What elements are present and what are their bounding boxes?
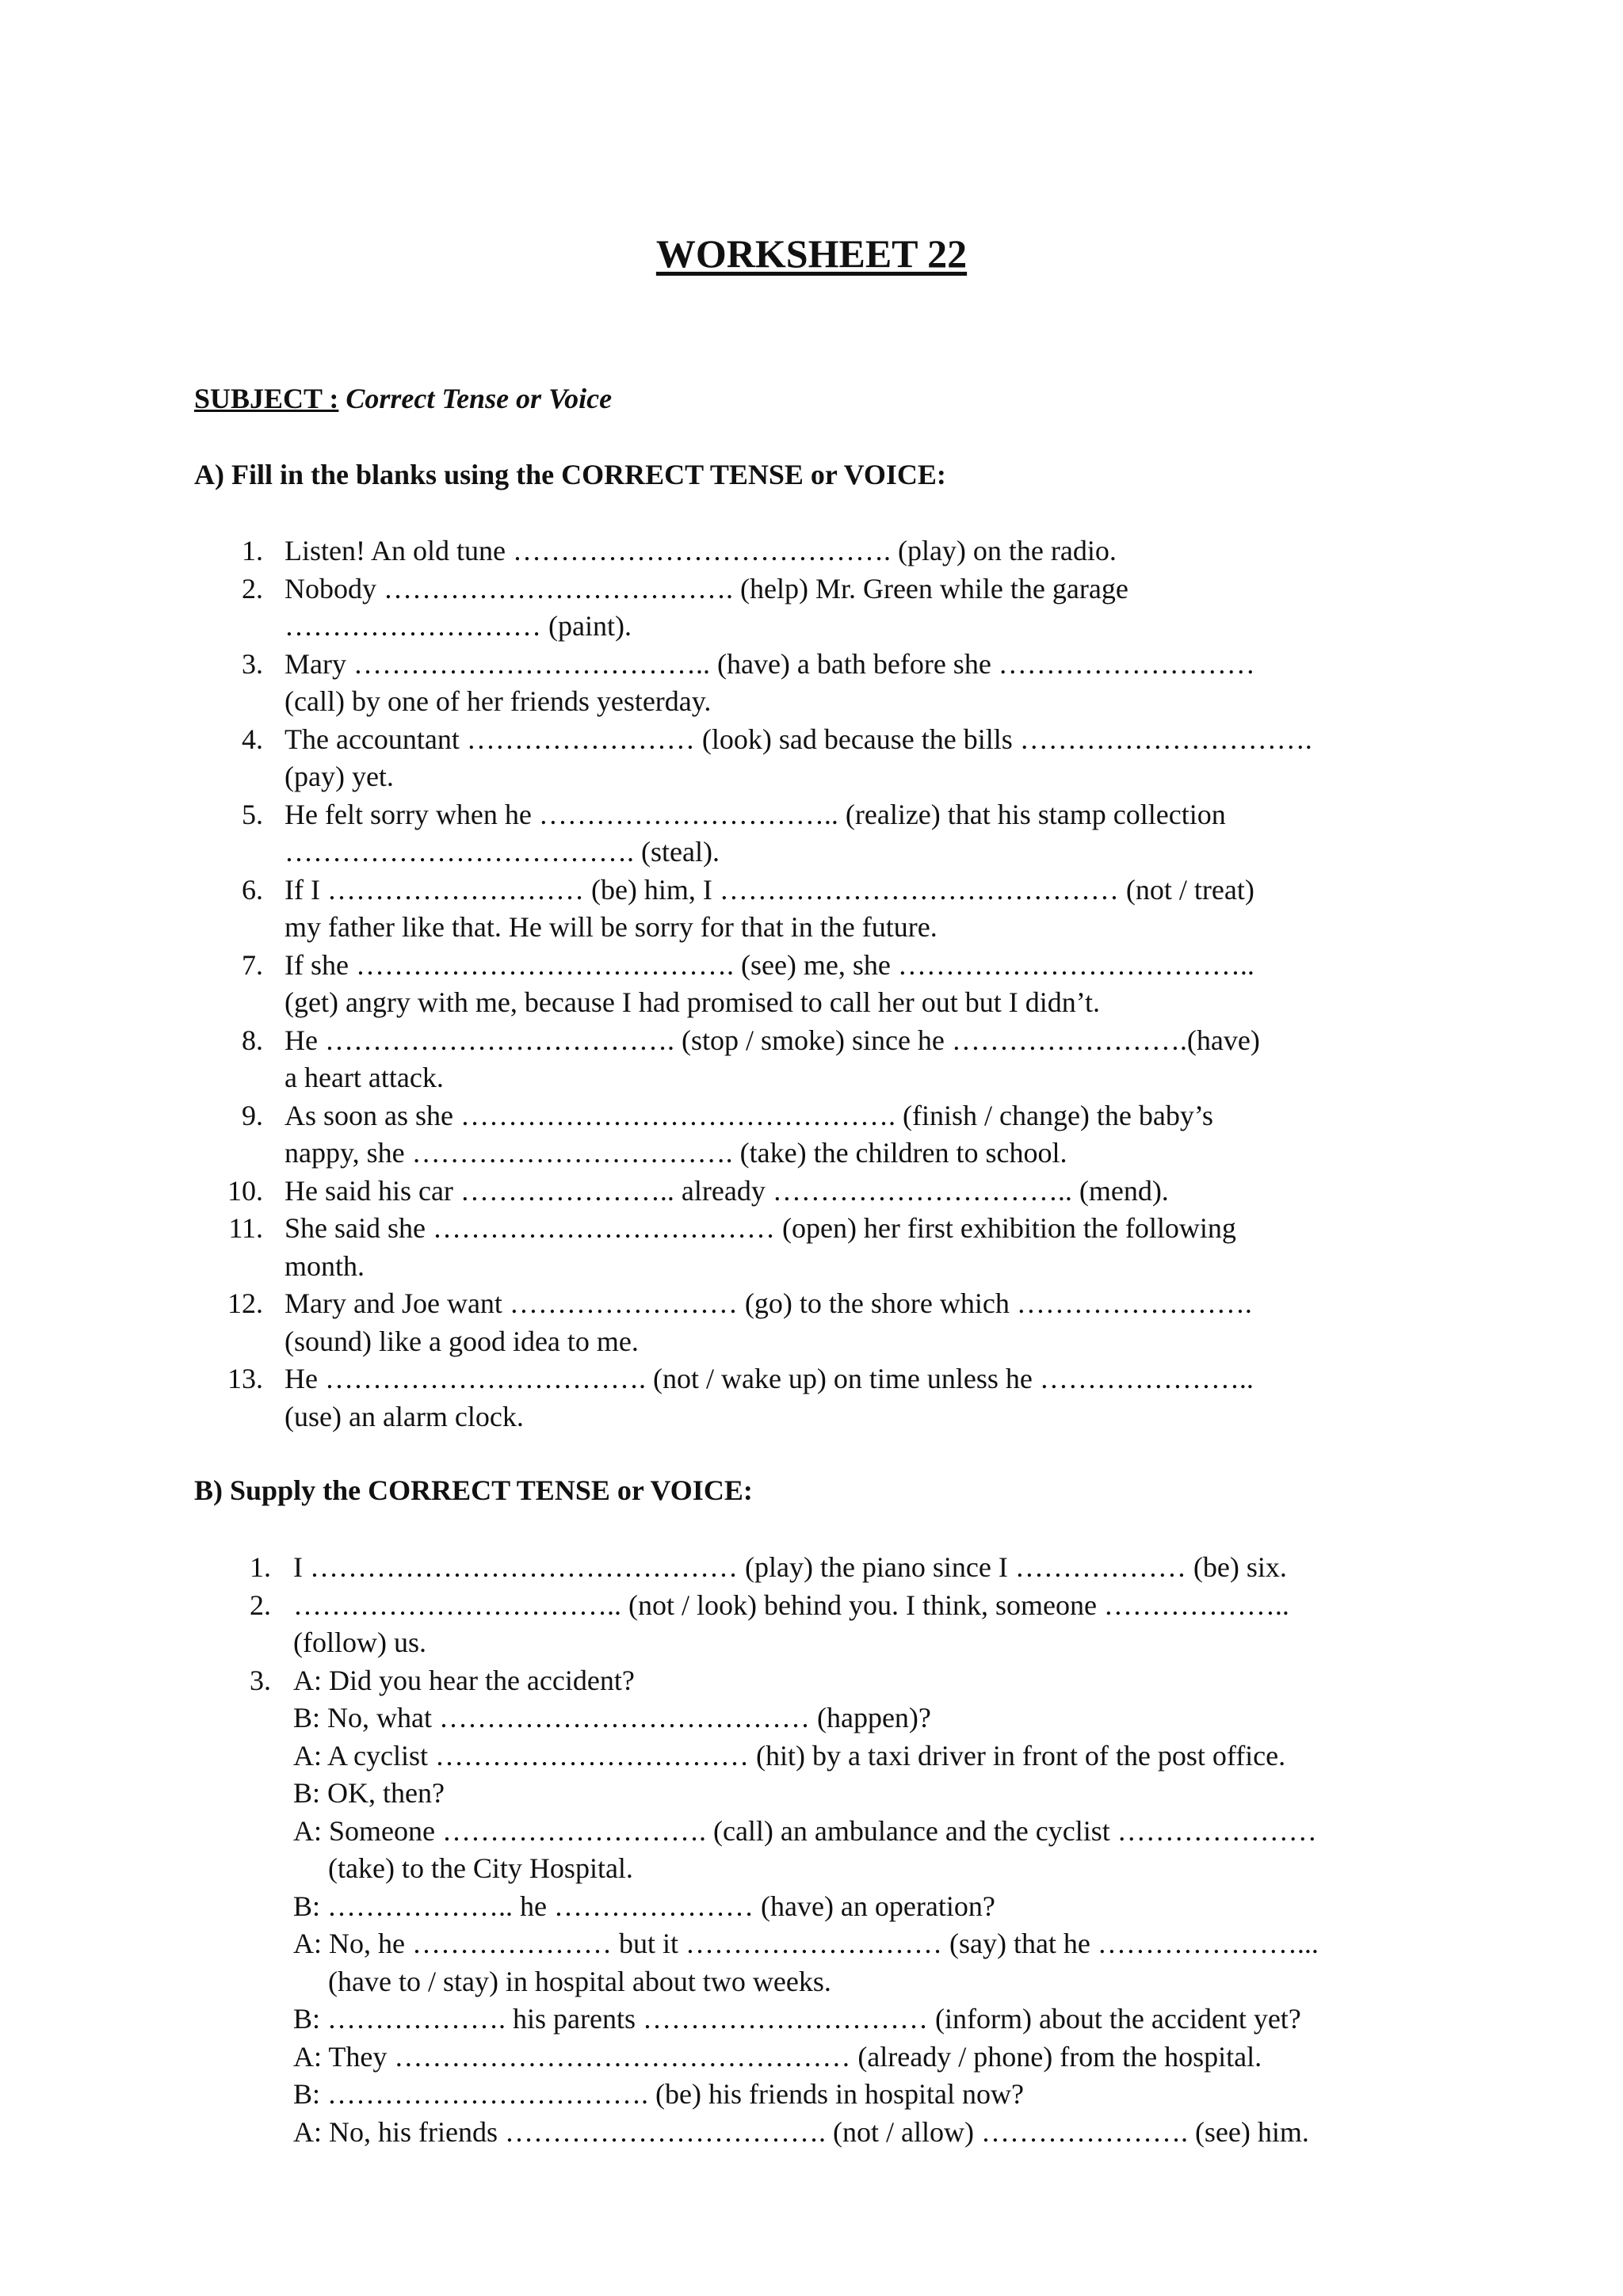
item-line: ……………………… (paint).: [285, 610, 632, 642]
item-line: B: ………………. his parents ………………………… (inform) about the accident yet?: [293, 2003, 1301, 2035]
item-line: Mary and Joe want …………………… (go) to the shore which …………………….: [285, 1287, 1252, 1319]
item-number: 6.: [242, 873, 263, 906]
item-line: As soon as she ………………………………………. (finish / change) the baby’s: [285, 1099, 1213, 1131]
item-number: 5.: [242, 798, 263, 830]
item-text: [293, 1549, 1482, 1587]
exercise-item: [0, 1210, 1623, 1285]
item-line: He ………………………………. (stop / smoke) since he …………………….(have): [285, 1024, 1260, 1056]
item-line: (follow) us.: [293, 1627, 426, 1658]
exercise-item: [0, 1097, 1623, 1173]
item-text: [293, 1662, 1482, 2152]
item-line: The accountant …………………… (look) sad because the bills ………………………….: [285, 723, 1312, 755]
item-line: Listen! An old tune …………………………………. (play) on the radio.: [285, 535, 1117, 566]
item-number: 4.: [242, 723, 263, 755]
item-text: [285, 871, 1473, 947]
item-text: [285, 796, 1473, 871]
exercise-item: [0, 1587, 1623, 1662]
item-number: 3.: [242, 647, 263, 680]
exercise-item: [0, 1022, 1623, 1097]
exercise-item: [0, 1662, 1623, 2152]
section-a-heading: A) Fill in the blanks using the CORRECT TENSE or VOICE:: [194, 459, 946, 490]
item-line: A: Someone ………………………. (call) an ambulance and the cyclist …………………: [293, 1814, 1317, 1847]
item-line: B: OK, then?: [293, 1777, 445, 1809]
item-line: (sound) like a good idea to me.: [285, 1325, 639, 1357]
exercise-item: [0, 1360, 1623, 1436]
exercise-item: [0, 796, 1623, 871]
item-text: [293, 1587, 1482, 1662]
item-line: month.: [285, 1249, 365, 1282]
item-number: 2.: [250, 1589, 271, 1621]
item-line: B: ……………….. he ………………… (have) an operation?: [293, 1890, 995, 1922]
exercise-item: [0, 570, 1623, 646]
item-text: [285, 532, 1473, 570]
exercise-item: [0, 947, 1623, 1022]
section-b-list: [0, 1549, 1623, 2151]
item-line: (call) by one of her friends yesterday.: [285, 685, 712, 717]
item-line: ………………………………. (steal).: [285, 836, 720, 868]
section-a-list: [0, 532, 1623, 1436]
exercise-item: [0, 1549, 1623, 1587]
exercise-item: [0, 1173, 1623, 1211]
item-line: (have to / stay) in hospital about two weeks.: [328, 1965, 831, 1997]
item-number: 1.: [250, 1551, 271, 1583]
item-text: [285, 1097, 1473, 1173]
item-line: I ……………………………………… (play) the piano since I ……………… (be) six.: [293, 1551, 1287, 1583]
item-number: 3.: [250, 1664, 271, 1696]
item-line: B: ……………………………. (be) his friends in hospital now?: [293, 2078, 1024, 2110]
item-line: Nobody ………………………………. (help) Mr. Green while the garage: [285, 572, 1128, 605]
item-line: (use) an alarm clock.: [285, 1400, 524, 1432]
item-line: He ……………………………. (not / wake up) on time unless he …………………..: [285, 1363, 1254, 1394]
item-line: A: No, he ………………… but it ……………………… (say) that he …………………...: [293, 1928, 1319, 1959]
item-line: B: No, what ………………………………… (happen)?: [293, 1702, 931, 1733]
item-line: A: Did you hear the accident?: [293, 1664, 635, 1696]
subject-value: Correct Tense or Voice: [346, 383, 613, 414]
exercise-item: [0, 532, 1623, 570]
item-text: [285, 646, 1473, 721]
item-number: 12.: [227, 1287, 263, 1319]
item-number: 1.: [242, 535, 263, 566]
item-line: He felt sorry when he ………………………….. (realize) that his stamp collection: [285, 798, 1226, 830]
item-line: A: No, his friends ……………………………. (not / allow) …………………. (see) him.: [293, 2115, 1309, 2148]
item-number: 2.: [242, 572, 263, 605]
item-text: [285, 1210, 1473, 1285]
item-line: He said his car ………………….. already ………………………….. (mend).: [285, 1174, 1169, 1207]
item-line: my father like that. He will be sorry for that in the future.: [285, 911, 938, 943]
exercise-item: [0, 1285, 1623, 1360]
item-text: [285, 1022, 1473, 1097]
item-number: 7.: [242, 948, 263, 981]
item-text: [285, 1173, 1473, 1211]
item-line: …………………………….. (not / look) behind you. I think, someone ………………..: [293, 1589, 1289, 1621]
item-line: A: A cyclist …………………………… (hit) by a taxi driver in front of the post office.: [293, 1739, 1286, 1772]
subject-label: SUBJECT :: [194, 383, 339, 414]
item-text: [285, 721, 1473, 796]
item-line: A: They ………………………………………… (already / phone) from the hospital.: [293, 2040, 1262, 2073]
item-line: Mary ……………………………….. (have) a bath before she ………………………: [285, 647, 1255, 680]
exercise-item: [0, 871, 1623, 947]
item-line: nappy, she ……………………………. (take) the children to school.: [285, 1137, 1067, 1169]
item-line: a heart attack.: [285, 1062, 444, 1093]
exercise-item: [0, 646, 1623, 721]
item-line: If I ……………………… (be) him, I …………………………………… (not / treat): [285, 873, 1254, 906]
item-line: She said she ……………………………… (open) her first exhibition the following: [285, 1212, 1236, 1244]
item-text: [285, 1360, 1473, 1436]
subject-line: [194, 380, 612, 418]
item-number: 11.: [228, 1212, 263, 1244]
page-title: WORKSHEET 22: [655, 231, 968, 276]
item-text: [285, 947, 1473, 1022]
item-number: 13.: [227, 1363, 263, 1394]
item-text: [285, 1285, 1473, 1360]
item-line: (pay) yet.: [285, 761, 394, 792]
item-text: [285, 570, 1473, 646]
item-number: 8.: [242, 1024, 263, 1056]
item-line: (take) to the City Hospital.: [328, 1852, 633, 1884]
item-number: 10.: [227, 1174, 263, 1207]
section-b-heading: B) Supply the CORRECT TENSE or VOICE:: [194, 1474, 753, 1506]
exercise-item: [0, 721, 1623, 796]
item-line: If she …………………………………. (see) me, she ………………………………..: [285, 948, 1254, 981]
item-number: 9.: [242, 1099, 263, 1131]
item-line: (get) angry with me, because I had promised to call her out but I didn’t.: [285, 986, 1101, 1018]
